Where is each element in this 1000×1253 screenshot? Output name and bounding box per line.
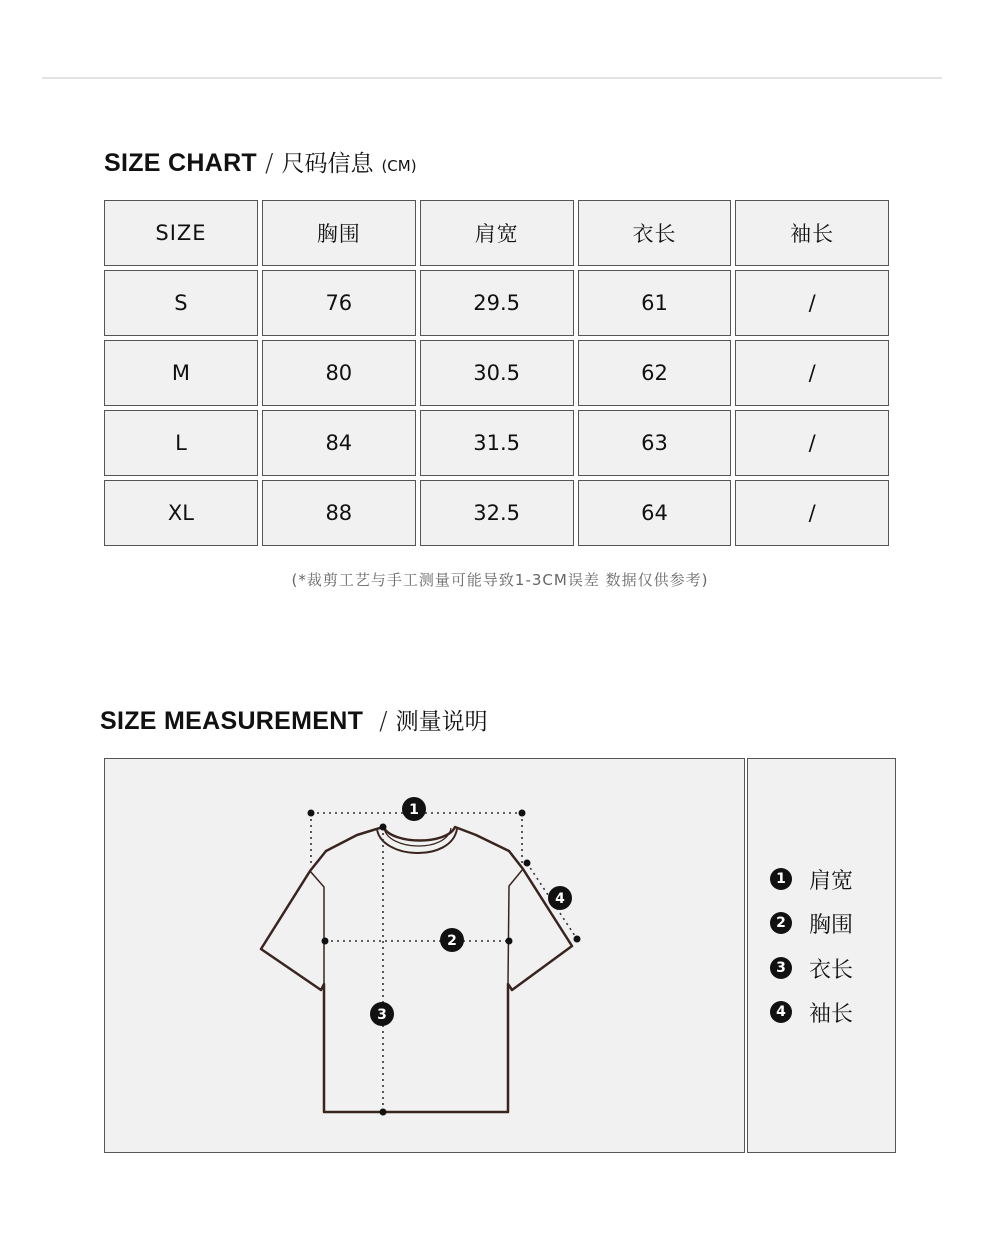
column-header: 衣长 — [578, 200, 732, 266]
legend-item — [770, 998, 853, 1026]
table-cell: 29.5 — [420, 270, 574, 336]
table-cell: M — [104, 340, 258, 406]
measurement-note: (*裁剪工艺与手工测量可能导致1-3CM误差 数据仅供参考) — [291, 571, 709, 589]
measurement-title-cn: 测量说明 — [395, 709, 488, 735]
table-cell: 80 — [262, 340, 416, 406]
table-cell: 32.5 — [420, 480, 574, 546]
top-divider — [42, 77, 942, 79]
table-row — [104, 270, 889, 336]
table-cell: / — [735, 480, 889, 546]
column-header: 胸围 — [262, 200, 416, 266]
legend-label: 胸围 — [809, 912, 854, 938]
svg-text:2: 2 — [447, 933, 457, 949]
table-row — [104, 340, 889, 406]
svg-text:1: 1 — [409, 802, 419, 818]
table-row — [104, 410, 889, 476]
marker-2 — [440, 928, 464, 952]
legend-number: 3 — [770, 957, 792, 979]
column-header: 袖长 — [735, 200, 889, 266]
legend-item — [770, 954, 853, 982]
table-cell: 30.5 — [420, 340, 574, 406]
tshirt-outline — [261, 827, 572, 1112]
size-chart-title — [104, 148, 417, 181]
sleeve-seam-right — [508, 869, 523, 984]
table-row — [104, 480, 889, 546]
size-chart-title-cn: 尺码信息 — [281, 151, 374, 177]
table-cell: 63 — [578, 410, 732, 476]
legend-item — [770, 865, 853, 893]
size-chart-title-en: SIZE CHART — [104, 149, 257, 177]
table-cell: L — [104, 410, 258, 476]
table-cell: 76 — [262, 270, 416, 336]
table-header-row — [104, 200, 889, 266]
column-header: SIZE — [104, 200, 258, 266]
table-cell: 31.5 — [420, 410, 574, 476]
column-header: 肩宽 — [420, 200, 574, 266]
table-cell: / — [735, 410, 889, 476]
table-cell: 84 — [262, 410, 416, 476]
size-table — [100, 196, 893, 550]
svg-text:3: 3 — [377, 1007, 387, 1023]
svg-text:4: 4 — [555, 891, 565, 907]
tshirt-diagram-panel — [104, 758, 745, 1153]
table-cell: / — [735, 270, 889, 336]
marker-4 — [548, 886, 572, 910]
table-cell: 88 — [262, 480, 416, 546]
legend-number: 1 — [770, 868, 792, 890]
legend-number: 2 — [770, 912, 792, 934]
legend-label: 肩宽 — [809, 868, 854, 894]
title-slash: / — [265, 148, 274, 177]
table-cell: 61 — [578, 270, 732, 336]
marker-3 — [370, 1002, 394, 1026]
measurement-title — [100, 706, 488, 737]
legend-label: 袖长 — [809, 1001, 854, 1027]
size-chart-unit: (CM) — [381, 157, 417, 175]
marker-1 — [402, 797, 426, 821]
table-cell: XL — [104, 480, 258, 546]
table-cell: S — [104, 270, 258, 336]
measurement-title-en: SIZE MEASUREMENT — [100, 707, 364, 735]
title-slash: / — [379, 706, 388, 735]
table-cell: 62 — [578, 340, 732, 406]
legend-item — [770, 909, 853, 937]
table-cell: / — [735, 340, 889, 406]
tshirt-diagram — [105, 759, 744, 1152]
legend-label: 衣长 — [809, 957, 854, 983]
sleeve-seam-left — [310, 871, 324, 984]
legend-number: 4 — [770, 1001, 792, 1023]
measurement-legend — [747, 758, 896, 1153]
table-cell: 64 — [578, 480, 732, 546]
